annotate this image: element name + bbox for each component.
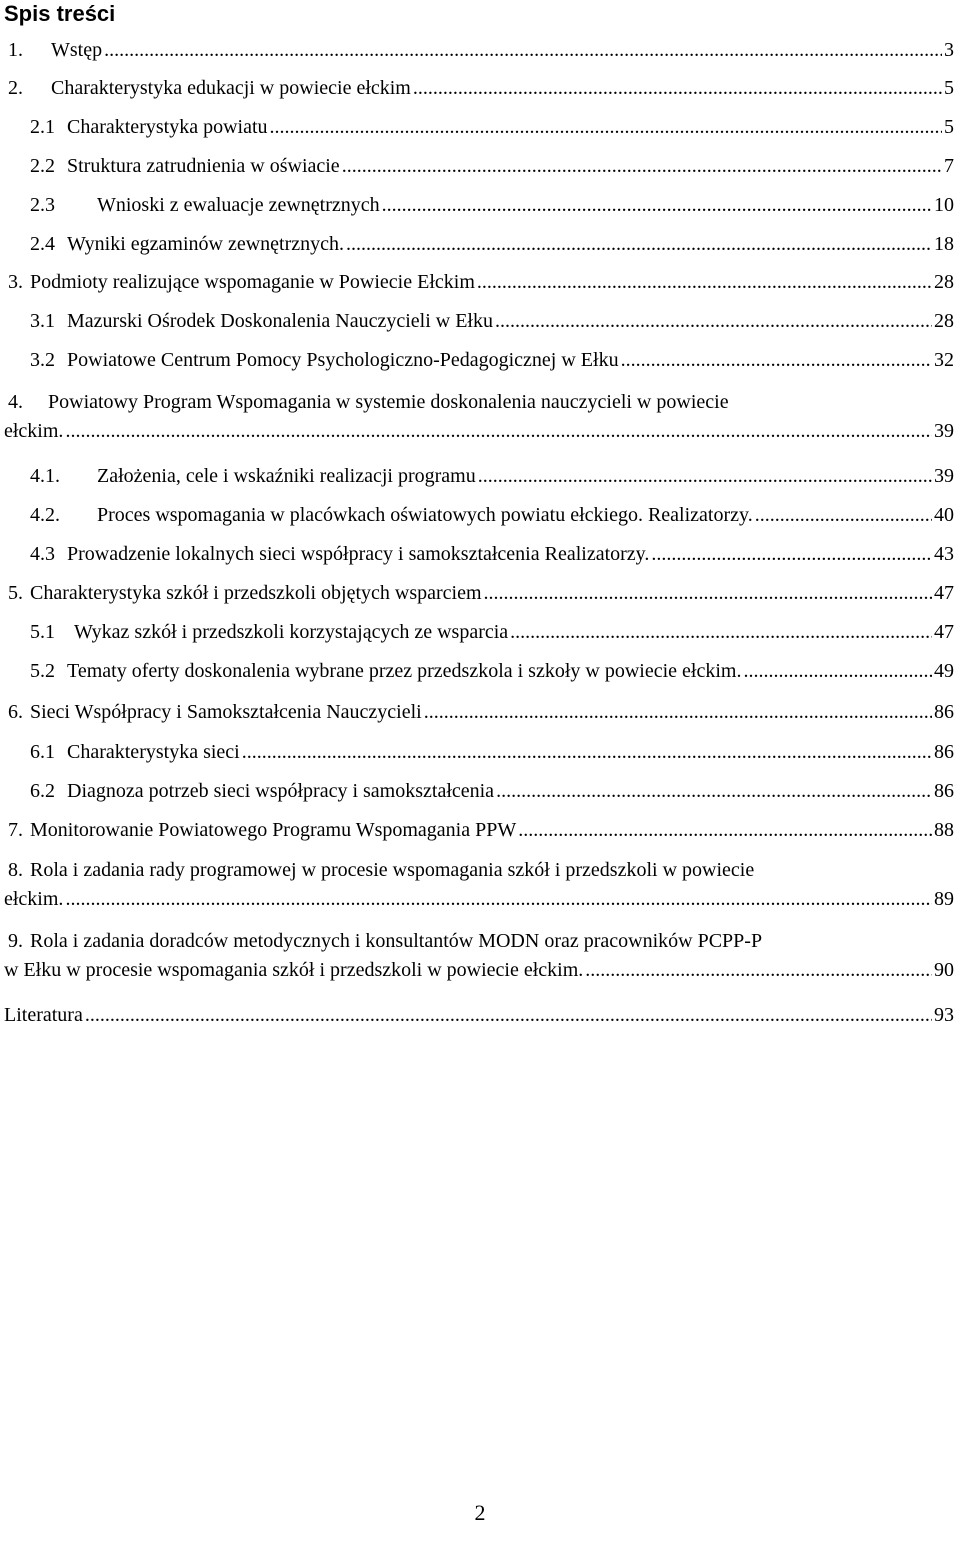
entry-page: 10 — [934, 194, 954, 216]
entry-number: 2.1 — [30, 116, 55, 138]
toc-entry[interactable] — [0, 232, 960, 256]
entry-page: 40 — [934, 504, 954, 526]
entry-number: 8. — [8, 859, 23, 881]
entry-page: 86 — [934, 701, 954, 723]
entry-title: Charakterystyka powiatu — [67, 116, 268, 138]
entry-number: 9. — [8, 930, 23, 952]
entry-title: Diagnoza potrzeb sieci współpracy i samokształcenia — [67, 780, 495, 802]
toc-title: Spis treści — [4, 1, 116, 26]
entry-number: 4.1. — [30, 465, 60, 487]
dot-leader — [496, 779, 932, 803]
entry-title: Mazurski Ośrodek Doskonalenia Nauczycieli w Ełku — [67, 310, 493, 332]
entry-number: 6.1 — [30, 741, 55, 763]
entry-page: 3 — [944, 39, 954, 61]
entry-number: 5.1 — [30, 621, 55, 643]
dot-leader — [424, 700, 932, 724]
toc-entry[interactable] — [0, 309, 960, 333]
toc-entry[interactable] — [0, 659, 960, 683]
toc-entry[interactable] — [0, 348, 960, 372]
entry-number: 6. — [8, 701, 23, 723]
entry-title: Literatura — [4, 1004, 83, 1026]
entry-title: Tematy oferty doskonalenia wybrane przez przedszkola i szkoły w powiecie ełckim. — [67, 660, 742, 682]
dot-leader — [510, 620, 932, 644]
dot-leader — [65, 419, 932, 443]
dot-leader — [65, 887, 932, 911]
entry-number: 5.2 — [30, 660, 55, 682]
entry-title: Powiatowy Program Wspomagania w systemie doskonalenia nauczycieli w powiecie — [48, 391, 729, 413]
toc-entry[interactable] — [0, 581, 960, 605]
entry-title: Proces wspomagania w placówkach oświatowych powiatu ełckiego. Realizatorzy. — [97, 504, 753, 526]
toc-entry[interactable] — [0, 1003, 960, 1027]
entry-page: 7 — [944, 155, 954, 177]
dot-leader — [478, 464, 932, 488]
entry-page: 49 — [934, 660, 954, 682]
entry-title: Wstęp — [51, 39, 103, 61]
entry-title: Rola i zadania doradców metodycznych i konsultantów MODN oraz pracowników PCPP-P — [30, 930, 763, 952]
dot-leader — [585, 958, 932, 982]
dot-leader — [346, 232, 932, 256]
entry-title-continued: w Ełku w procesie wspomagania szkół i przedszkoli w powiecie ełckim. — [4, 959, 584, 981]
entry-page: 39 — [934, 420, 954, 442]
entry-title: Charakterystyka edukacji w powiecie ełckim — [51, 77, 411, 99]
entry-title: Charakterystyka szkół i przedszkoli objętych wsparciem — [30, 582, 482, 604]
dot-leader — [755, 503, 932, 527]
entry-title: Wykaz szkół i przedszkoli korzystających ze wsparcia — [74, 621, 509, 643]
entry-title: Powiatowe Centrum Pomocy Psychologiczno-Pedagogicznej w Ełku — [67, 349, 619, 371]
entry-page: 86 — [934, 780, 954, 802]
dot-leader — [651, 542, 932, 566]
entry-number: 4. — [8, 391, 23, 413]
entry-page: 47 — [934, 621, 954, 643]
toc-entry[interactable] — [0, 740, 960, 764]
entry-title: Monitorowanie Powiatowego Programu Wspomagania PPW — [30, 819, 517, 841]
entry-number: 2. — [8, 77, 23, 99]
toc-entry[interactable] — [0, 929, 960, 982]
entry-page: 5 — [944, 77, 954, 99]
dot-leader — [495, 309, 932, 333]
toc-entry[interactable] — [0, 115, 960, 139]
entry-number: 3. — [8, 271, 23, 293]
entry-number: 3.1 — [30, 310, 55, 332]
entry-title: Charakterystyka sieci — [67, 741, 240, 763]
entry-page: 18 — [934, 233, 954, 255]
dot-leader — [85, 1003, 932, 1027]
entry-number: 7. — [8, 819, 23, 841]
entry-title: Podmioty realizujące wspomaganie w Powiecie Ełckim — [30, 271, 475, 293]
dot-leader — [743, 659, 932, 683]
toc-entry[interactable] — [0, 503, 960, 527]
toc-entry[interactable] — [0, 193, 960, 217]
dot-leader — [484, 581, 932, 605]
entry-number: 1. — [8, 39, 23, 61]
entry-page: 89 — [934, 888, 954, 910]
entry-page: 43 — [934, 543, 954, 565]
dot-leader — [477, 270, 932, 294]
dot-leader — [104, 38, 942, 62]
entry-number: 6.2 — [30, 780, 55, 802]
toc-entry[interactable] — [0, 858, 960, 911]
toc-entry[interactable] — [0, 779, 960, 803]
entry-number: 5. — [8, 582, 23, 604]
entry-page: 47 — [934, 582, 954, 604]
dot-leader — [413, 76, 942, 100]
entry-page: 28 — [934, 310, 954, 332]
page-number: 2 — [474, 1500, 486, 1525]
dot-leader — [518, 818, 932, 842]
dot-leader — [621, 348, 932, 372]
toc-entry[interactable] — [0, 620, 960, 644]
toc-entry[interactable] — [0, 542, 960, 566]
entry-title: Prowadzenie lokalnych sieci współpracy i samokształcenia Realizatorzy. — [67, 543, 650, 565]
entry-title: Wyniki egzaminów zewnętrznych. — [67, 233, 345, 255]
toc-entry[interactable] — [0, 818, 960, 842]
entry-title: Rola i zadania rady programowej w procesie wspomagania szkół i przedszkoli w powiecie — [30, 859, 755, 881]
toc-entry[interactable] — [0, 464, 960, 488]
toc-entry[interactable] — [0, 38, 960, 62]
entry-page: 93 — [934, 1004, 954, 1026]
toc-entry[interactable] — [0, 390, 960, 443]
entry-number: 2.4 — [30, 233, 55, 255]
dot-leader — [270, 115, 943, 139]
toc-entry[interactable] — [0, 154, 960, 178]
entry-page: 90 — [934, 959, 954, 981]
entry-title-continued: ełckim. — [4, 420, 64, 442]
entry-page: 28 — [934, 271, 954, 293]
entry-title: Wnioski z ewaluacje zewnętrznych — [97, 194, 380, 216]
dot-leader — [382, 193, 932, 217]
entry-number: 4.3 — [30, 543, 55, 565]
toc-entry[interactable] — [0, 76, 960, 100]
entry-page: 39 — [934, 465, 954, 487]
entry-number: 3.2 — [30, 349, 55, 371]
entry-page: 32 — [934, 349, 954, 371]
entry-title: Struktura zatrudnienia w oświacie — [67, 155, 340, 177]
toc-entry[interactable] — [0, 700, 960, 724]
entry-title: Założenia, cele i wskaźniki realizacji programu — [97, 465, 476, 487]
entry-number: 2.2 — [30, 155, 55, 177]
entry-number: 4.2. — [30, 504, 60, 526]
dot-leader — [242, 740, 932, 764]
entry-page: 88 — [934, 819, 954, 841]
entry-page: 86 — [934, 741, 954, 763]
entry-title-continued: ełckim. — [4, 888, 64, 910]
toc-entry[interactable] — [0, 270, 960, 294]
entry-title: Sieci Współpracy i Samokształcenia Nauczycieli — [30, 701, 422, 723]
entry-page: 5 — [944, 116, 954, 138]
entry-number: 2.3 — [30, 194, 55, 216]
dot-leader — [342, 154, 942, 178]
